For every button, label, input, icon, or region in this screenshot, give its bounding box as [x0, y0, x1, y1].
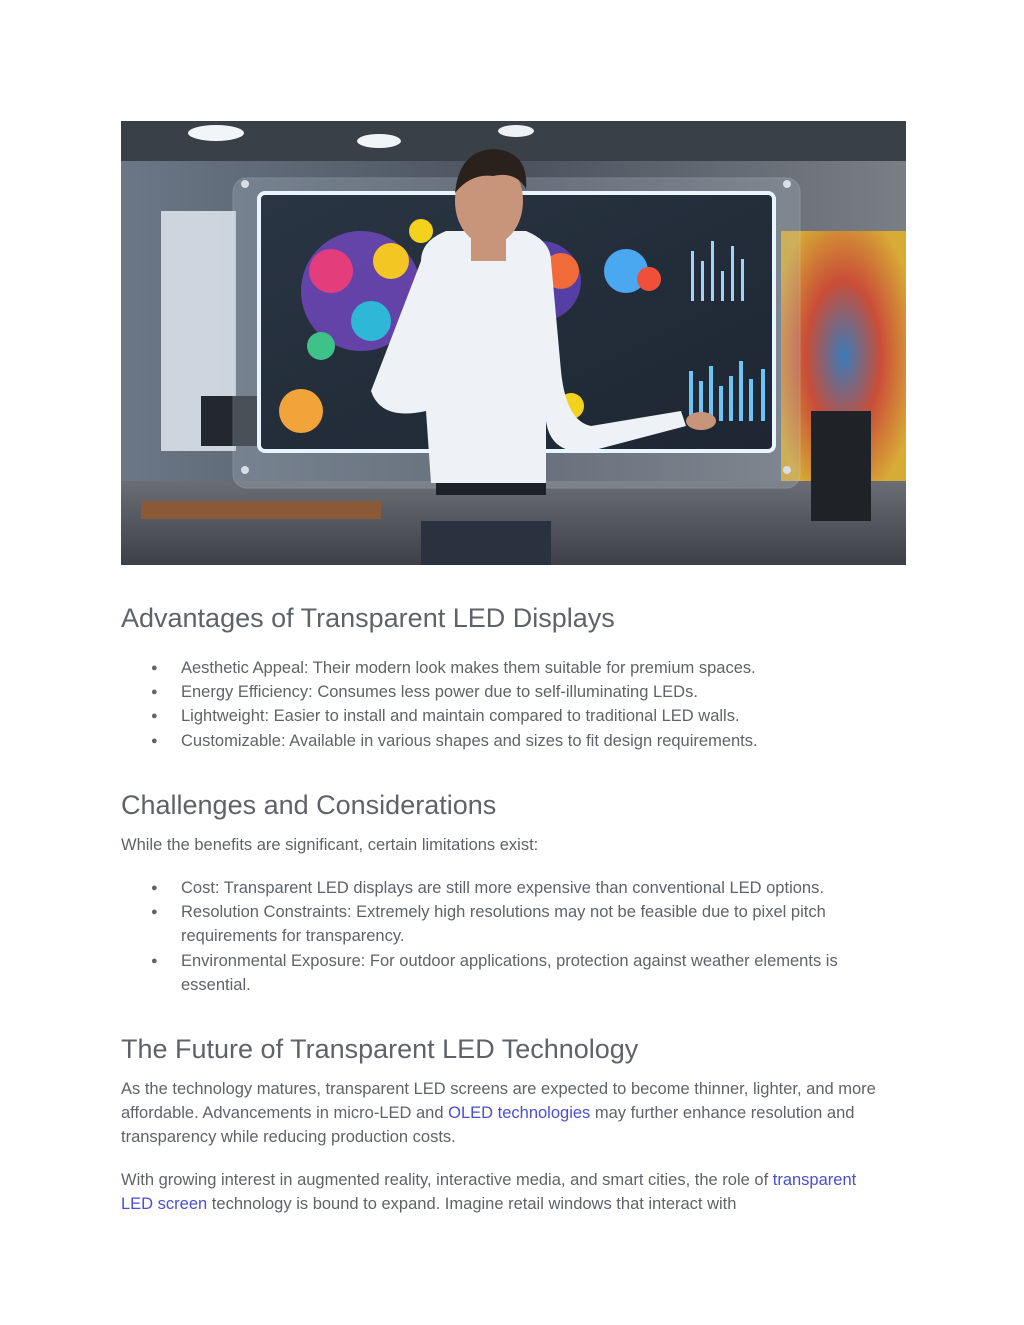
transparent-led-screen-link[interactable]: transparent LED screen [121, 1170, 857, 1213]
paragraph-text: With growing interest in augmented reality, interactive media, and smart cities, the role of [121, 1170, 773, 1189]
paragraph-text: technology is bound to expand. Imagine retail windows that interact with [207, 1194, 737, 1213]
section-advantages-heading: Advantages of Transparent LED Displays [121, 603, 615, 633]
section-challenges-heading: Challenges and Considerations [121, 789, 497, 820]
paragraph-text: may further enhance resolution and transparency while reducing production costs. [121, 1104, 855, 1147]
hero-image [121, 121, 906, 565]
challenges-list [121, 876, 891, 997]
list-item: ● Environmental Exposure: For outdoor applications, protection against weather elements is essential. [121, 949, 891, 997]
section-future-heading: The Future of Transparent LED Technology [121, 1034, 639, 1065]
list-item: ● Resolution Constraints: Extremely high resolutions may not be feasible due to pixel pitch requirements for transparency. [121, 900, 891, 948]
future-paragraph-1 [121, 1077, 891, 1150]
advantages-list [121, 656, 891, 753]
challenges-intro: While the benefits are significant, certain limitations exist: [121, 835, 539, 854]
list-item: ● Cost: Transparent LED displays are still more expensive than conventional LED options. [121, 876, 891, 900]
list-item: ● Energy Efficiency: Consumes less power due to self-illuminating LEDs. [121, 680, 891, 704]
list-item: ● Aesthetic Appeal: Their modern look makes them suitable for premium spaces. [121, 656, 891, 680]
article-body [121, 600, 891, 1216]
presentation-photo-icon [121, 121, 906, 565]
oled-technologies-link[interactable]: OLED technologies [448, 1104, 591, 1123]
list-item: ● Customizable: Available in various shapes and sizes to fit design requirements. [121, 729, 891, 753]
future-paragraph-2 [121, 1168, 891, 1216]
paragraph-text: As the technology matures, transparent LED screens are expected to become thinner, lighter, and more affordable. Advancements in micro-LED and [121, 1080, 876, 1123]
list-item: ● Lightweight: Easier to install and maintain compared to traditional LED walls. [121, 704, 891, 728]
